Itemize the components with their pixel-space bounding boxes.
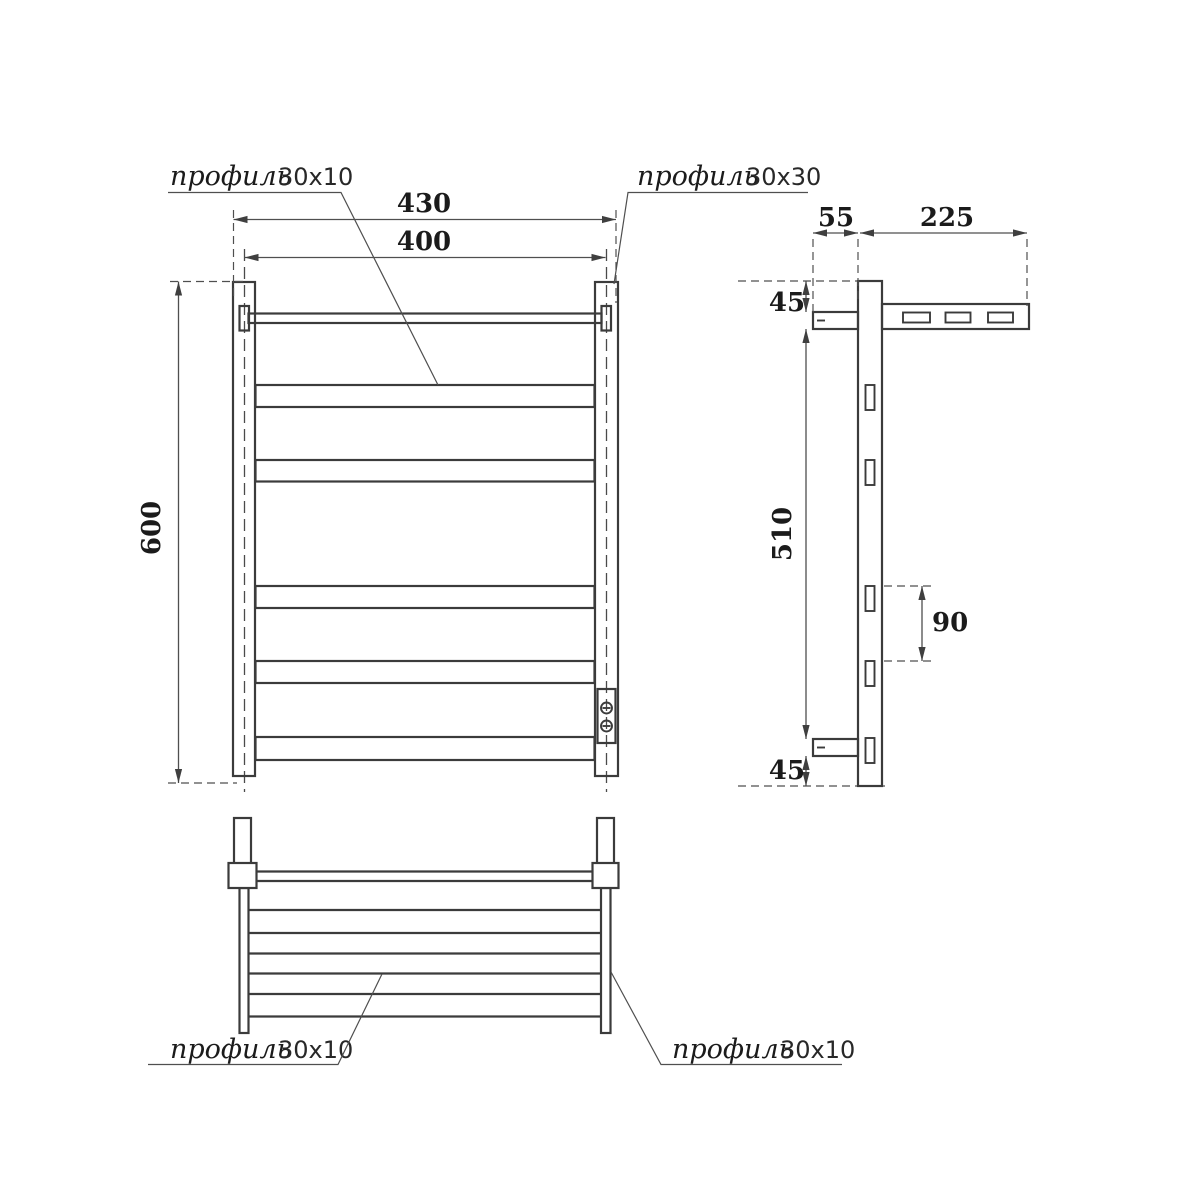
shelf-slot xyxy=(946,313,971,323)
shelf-slot xyxy=(988,313,1013,323)
plan-bracket-stub-left xyxy=(234,818,251,864)
front-rung-3 xyxy=(256,586,595,608)
front-top-rail xyxy=(249,314,602,324)
side-rung-slot-1 xyxy=(866,385,875,410)
callout-post-profile xyxy=(614,161,821,284)
callout-plan-rung-profile-label: профиль30x10 xyxy=(170,1034,354,1065)
dim-wall-offset-and-shelf-depth xyxy=(813,203,1027,314)
shelf-slot xyxy=(903,313,930,323)
side-post xyxy=(858,281,882,786)
side-rung-slot-2 xyxy=(866,460,875,485)
plan-side-rail-left xyxy=(240,888,249,1033)
dim-45-top-label: 45 xyxy=(768,288,806,318)
front-rung-1 xyxy=(256,385,595,407)
plan-corner-block-left xyxy=(229,863,257,888)
dim-mount-width xyxy=(245,227,606,258)
plan-rung-lines xyxy=(249,910,602,1017)
side-rung-slot-5 xyxy=(866,738,875,763)
side-view xyxy=(738,203,1029,786)
dim-400-label: 400 xyxy=(396,227,452,257)
dim-90-label: 90 xyxy=(932,608,969,638)
dim-bracket-span xyxy=(768,329,806,739)
side-shelf xyxy=(882,304,1029,329)
dim-510-label: 510 xyxy=(768,506,798,562)
side-bracket-top xyxy=(813,312,858,329)
dim-55-label: 55 xyxy=(817,203,855,233)
side-bracket-bottom xyxy=(813,739,858,756)
dim-height xyxy=(137,282,247,784)
dim-430-label: 430 xyxy=(396,189,452,219)
front-rung-5 xyxy=(256,737,595,760)
dim-45-bottom-label: 45 xyxy=(768,756,806,786)
callout-post-profile-label: профиль30x30 xyxy=(637,161,822,192)
dim-top-margin xyxy=(769,281,806,318)
callout-rung-profile-label: профиль30x10 xyxy=(170,161,354,192)
front-view xyxy=(137,161,821,792)
callout-plan-rung-profile xyxy=(148,974,382,1065)
plan-corner-block-right xyxy=(593,863,619,888)
dim-225-label: 225 xyxy=(919,203,975,233)
dim-bottom-margin xyxy=(769,756,806,786)
power-box xyxy=(598,689,616,743)
plan-bracket-stub-right xyxy=(597,818,614,864)
callout-plan-side-profile-label: профиль30x10 xyxy=(672,1034,856,1065)
front-rung-4 xyxy=(256,661,595,683)
plan-hanger-rail xyxy=(257,872,593,882)
side-rung-slot-4 xyxy=(866,661,875,686)
dim-rung-pitch xyxy=(884,586,968,661)
callout-plan-side-profile xyxy=(611,972,855,1065)
top-view xyxy=(148,818,855,1065)
side-rung-slot-3 xyxy=(866,586,875,611)
dim-600-label: 600 xyxy=(137,500,167,556)
plan-side-rail-right xyxy=(601,888,611,1033)
front-rung-2 xyxy=(256,460,595,482)
